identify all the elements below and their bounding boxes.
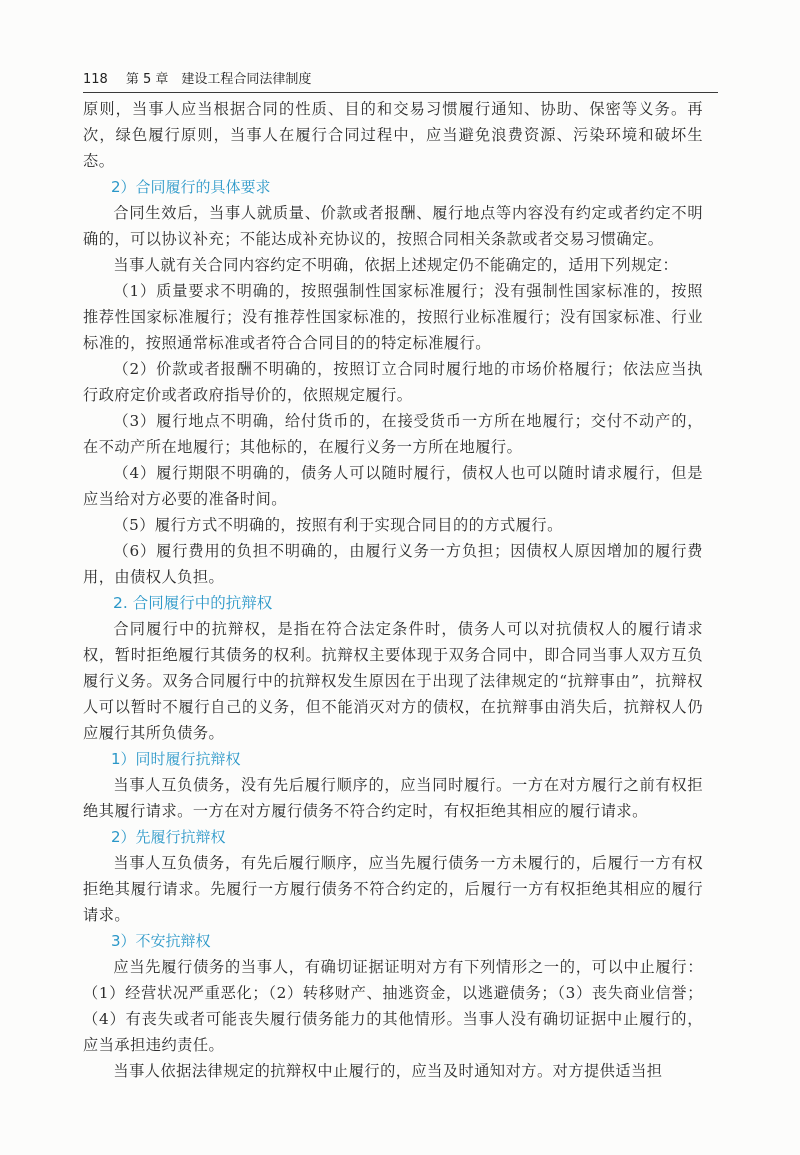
section-heading: 3）不安抗辩权 [111,932,211,950]
section-heading: 2. 合同履行中的抗辩权 [113,594,273,612]
paragraph: 应当先履行债务的当事人，有确切证据证明对方有下列情形之一的，可以中止履行：（1）经营状况严重恶化；（2）转移财产、抽逃资金，以逃避债务；（3）丧失商业信誉；（4）有丧失或者可能丧失履行债务能力的其他情形。当事人没有确切证据中止履行的，应当承担违约责任。 [83,958,703,1054]
section-heading: 2）合同履行的具体要求 [111,178,271,196]
chapter-title: 第 5 章 建设工程合同法律制度 [125,72,312,87]
paragraph: 合同生效后，当事人就质量、价款或者报酬、履行地点等内容没有约定或者约定不明确的，可以协议补充；不能达成补充协议的，按照合同相关条款或者交易习惯确定。 [83,204,703,248]
list-item: （3）履行地点不明确，给付货币的，在接受货币一方所在地履行；交付不动产的，在不动产所在地履行；其他标的，在履行义务一方所在地履行。 [83,412,703,456]
list-item: （4）履行期限不明确的，债务人可以随时履行，债权人也可以随时请求履行，但是应当给对方必要的准备时间。 [83,464,703,508]
paragraph: 原则，当事人应当根据合同的性质、目的和交易习惯履行通知、协助、保密等义务。再次，绿色履行原则，当事人在履行合同过程中，应当避免浪费资源、污染环境和破坏生态。 [83,100,703,170]
list-item: （6）履行费用的负担不明确的，由履行义务一方负担；因债权人原因增加的履行费用，由债权人负担。 [83,542,703,586]
page-number: 118 [83,72,108,87]
paragraph: 当事人互负债务，没有先后履行顺序的，应当同时履行。一方在对方履行之前有权拒绝其履行请求。一方在对方履行债务不符合约定时，有权拒绝其相应的履行请求。 [83,776,703,820]
list-item: （1）质量要求不明确的，按照强制性国家标准履行；没有强制性国家标准的，按照推荐性国家标准履行；没有推荐性国家标准的，按照行业标准履行；没有国家标准、行业标准的，按照通常标准或者符合合同目的的特定标准履行。 [83,282,703,352]
paragraph: 合同履行中的抗辩权，是指在符合法定条件时，债务人可以对抗债权人的履行请求权，暂时拒绝履行其债务的权利。抗辩权主要体现于双务合同中，即合同当事人双方互负履行义务。双务合同履行中的抗辩权发生原因在于出现了法律规定的“抗辩事由”，抗辩权人可以暂时不履行自己的义务，但不能消灭对方的债权，在抗辩事由消失后，抗辩权人仍应履行其所负债务。 [83,620,703,742]
list-item: （2）价款或者报酬不明确的，按照订立合同时履行地的市场价格履行；依法应当执行政府定价或者政府指导价的，依照规定履行。 [83,360,703,404]
paragraph: 当事人互负债务，有先后履行顺序，应当先履行债务一方未履行的，后履行一方有权拒绝其履行请求。先履行一方履行债务不符合约定的，后履行一方有权拒绝其相应的履行请求。 [83,854,703,924]
running-header [83,66,718,93]
page-body [83,96,703,1084]
paragraph: 当事人依据法律规定的抗辩权中止履行的，应当及时通知对方。对方提供适当担 [113,1062,663,1080]
paragraph: 当事人就有关合同内容约定不明确，依据上述规定仍不能确定的，适用下列规定： [113,256,679,274]
section-heading: 1）同时履行抗辩权 [111,750,241,768]
list-item: （5）履行方式不明确的，按照有利于实现合同目的的方式履行。 [113,516,563,534]
section-heading: 2）先履行抗辩权 [111,828,226,846]
